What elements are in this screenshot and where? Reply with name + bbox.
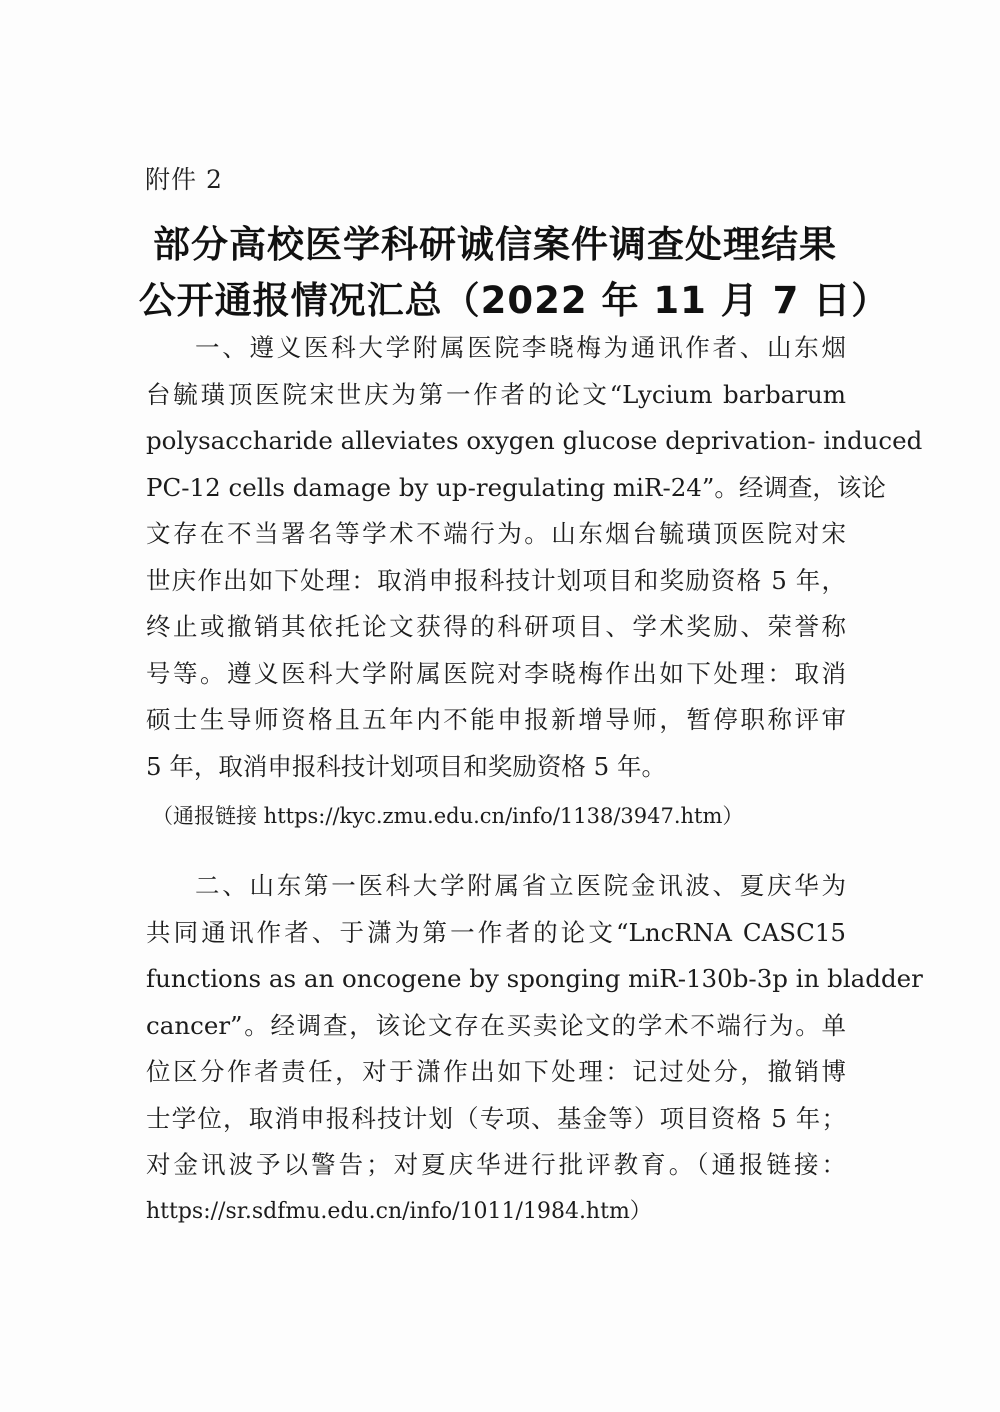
attachment-label: 附件 2 bbox=[145, 165, 223, 194]
case-1-notice-link[interactable]: （通报链接 https://kyc.zmu.edu.cn/info/1138/3947.htm） bbox=[152, 804, 744, 828]
case-1-paragraph-line: PC-12 cells damage by up-regulating miR-24”。经调查，该论 bbox=[146, 473, 886, 502]
case-1-paragraph-line: 世庆作出如下处理：取消申报科技计划项目和奖励资格 5 年， bbox=[146, 566, 846, 595]
case-1-paragraph-line: 硕士生导师资格且五年内不能申报新增导师，暂停职称评审 bbox=[146, 705, 846, 734]
case-1-paragraph-line: 文存在不当署名等学术不端行为。山东烟台毓璜顶医院对宋 bbox=[146, 519, 846, 548]
case-1-paragraph-line: 终止或撤销其依托论文获得的科研项目、学术奖励、荣誉称 bbox=[146, 612, 846, 641]
case-1-paragraph-line: 一、遵义医科大学附属医院李晓梅为通讯作者、山东烟 bbox=[195, 333, 846, 362]
case-1-paragraph-line: 台毓璜顶医院宋世庆为第一作者的论文“Lycium barbarum bbox=[146, 380, 846, 409]
case-1-paragraph-line: 号等。遵义医科大学附属医院对李晓梅作出如下处理：取消 bbox=[146, 659, 846, 688]
document-title-line-2: 公开通报情况汇总（2022 年 11 月 7 日） bbox=[138, 279, 890, 322]
case-1-paragraph-line: polysaccharide alleviates oxygen glucose deprivation- induced bbox=[146, 426, 923, 455]
case-1-paragraph-line: 5 年，取消申报科技计划项目和奖励资格 5 年。 bbox=[146, 752, 667, 781]
case-2-paragraph-line: 位区分作者责任，对于潇作出如下处理：记过处分，撤销博 bbox=[146, 1057, 846, 1086]
document-title-line-1: 部分高校医学科研诚信案件调查处理结果 bbox=[153, 223, 837, 266]
case-2-paragraph-line: 士学位，取消申报科技计划（专项、基金等）项目资格 5 年； bbox=[146, 1104, 846, 1133]
case-2-paragraph-line: cancer”。经调查，该论文存在买卖论文的学术不端行为。单 bbox=[146, 1011, 846, 1040]
case-2-paragraph-line: functions as an oncogene by sponging miR-130b-3p in bladder bbox=[146, 964, 923, 993]
case-2-paragraph-line: 二、山东第一医科大学附属省立医院金讯波、夏庆华为 bbox=[195, 871, 846, 900]
case-2-paragraph-line: 对金讯波予以警告；对夏庆华进行批评教育。（通报链接： bbox=[146, 1150, 846, 1179]
case-2-paragraph-line: 共同通讯作者、于潇为第一作者的论文“LncRNA CASC15 bbox=[146, 918, 846, 947]
case-2-notice-link[interactable]: https://sr.sdfmu.edu.cn/info/1011/1984.htm） bbox=[146, 1199, 652, 1224]
